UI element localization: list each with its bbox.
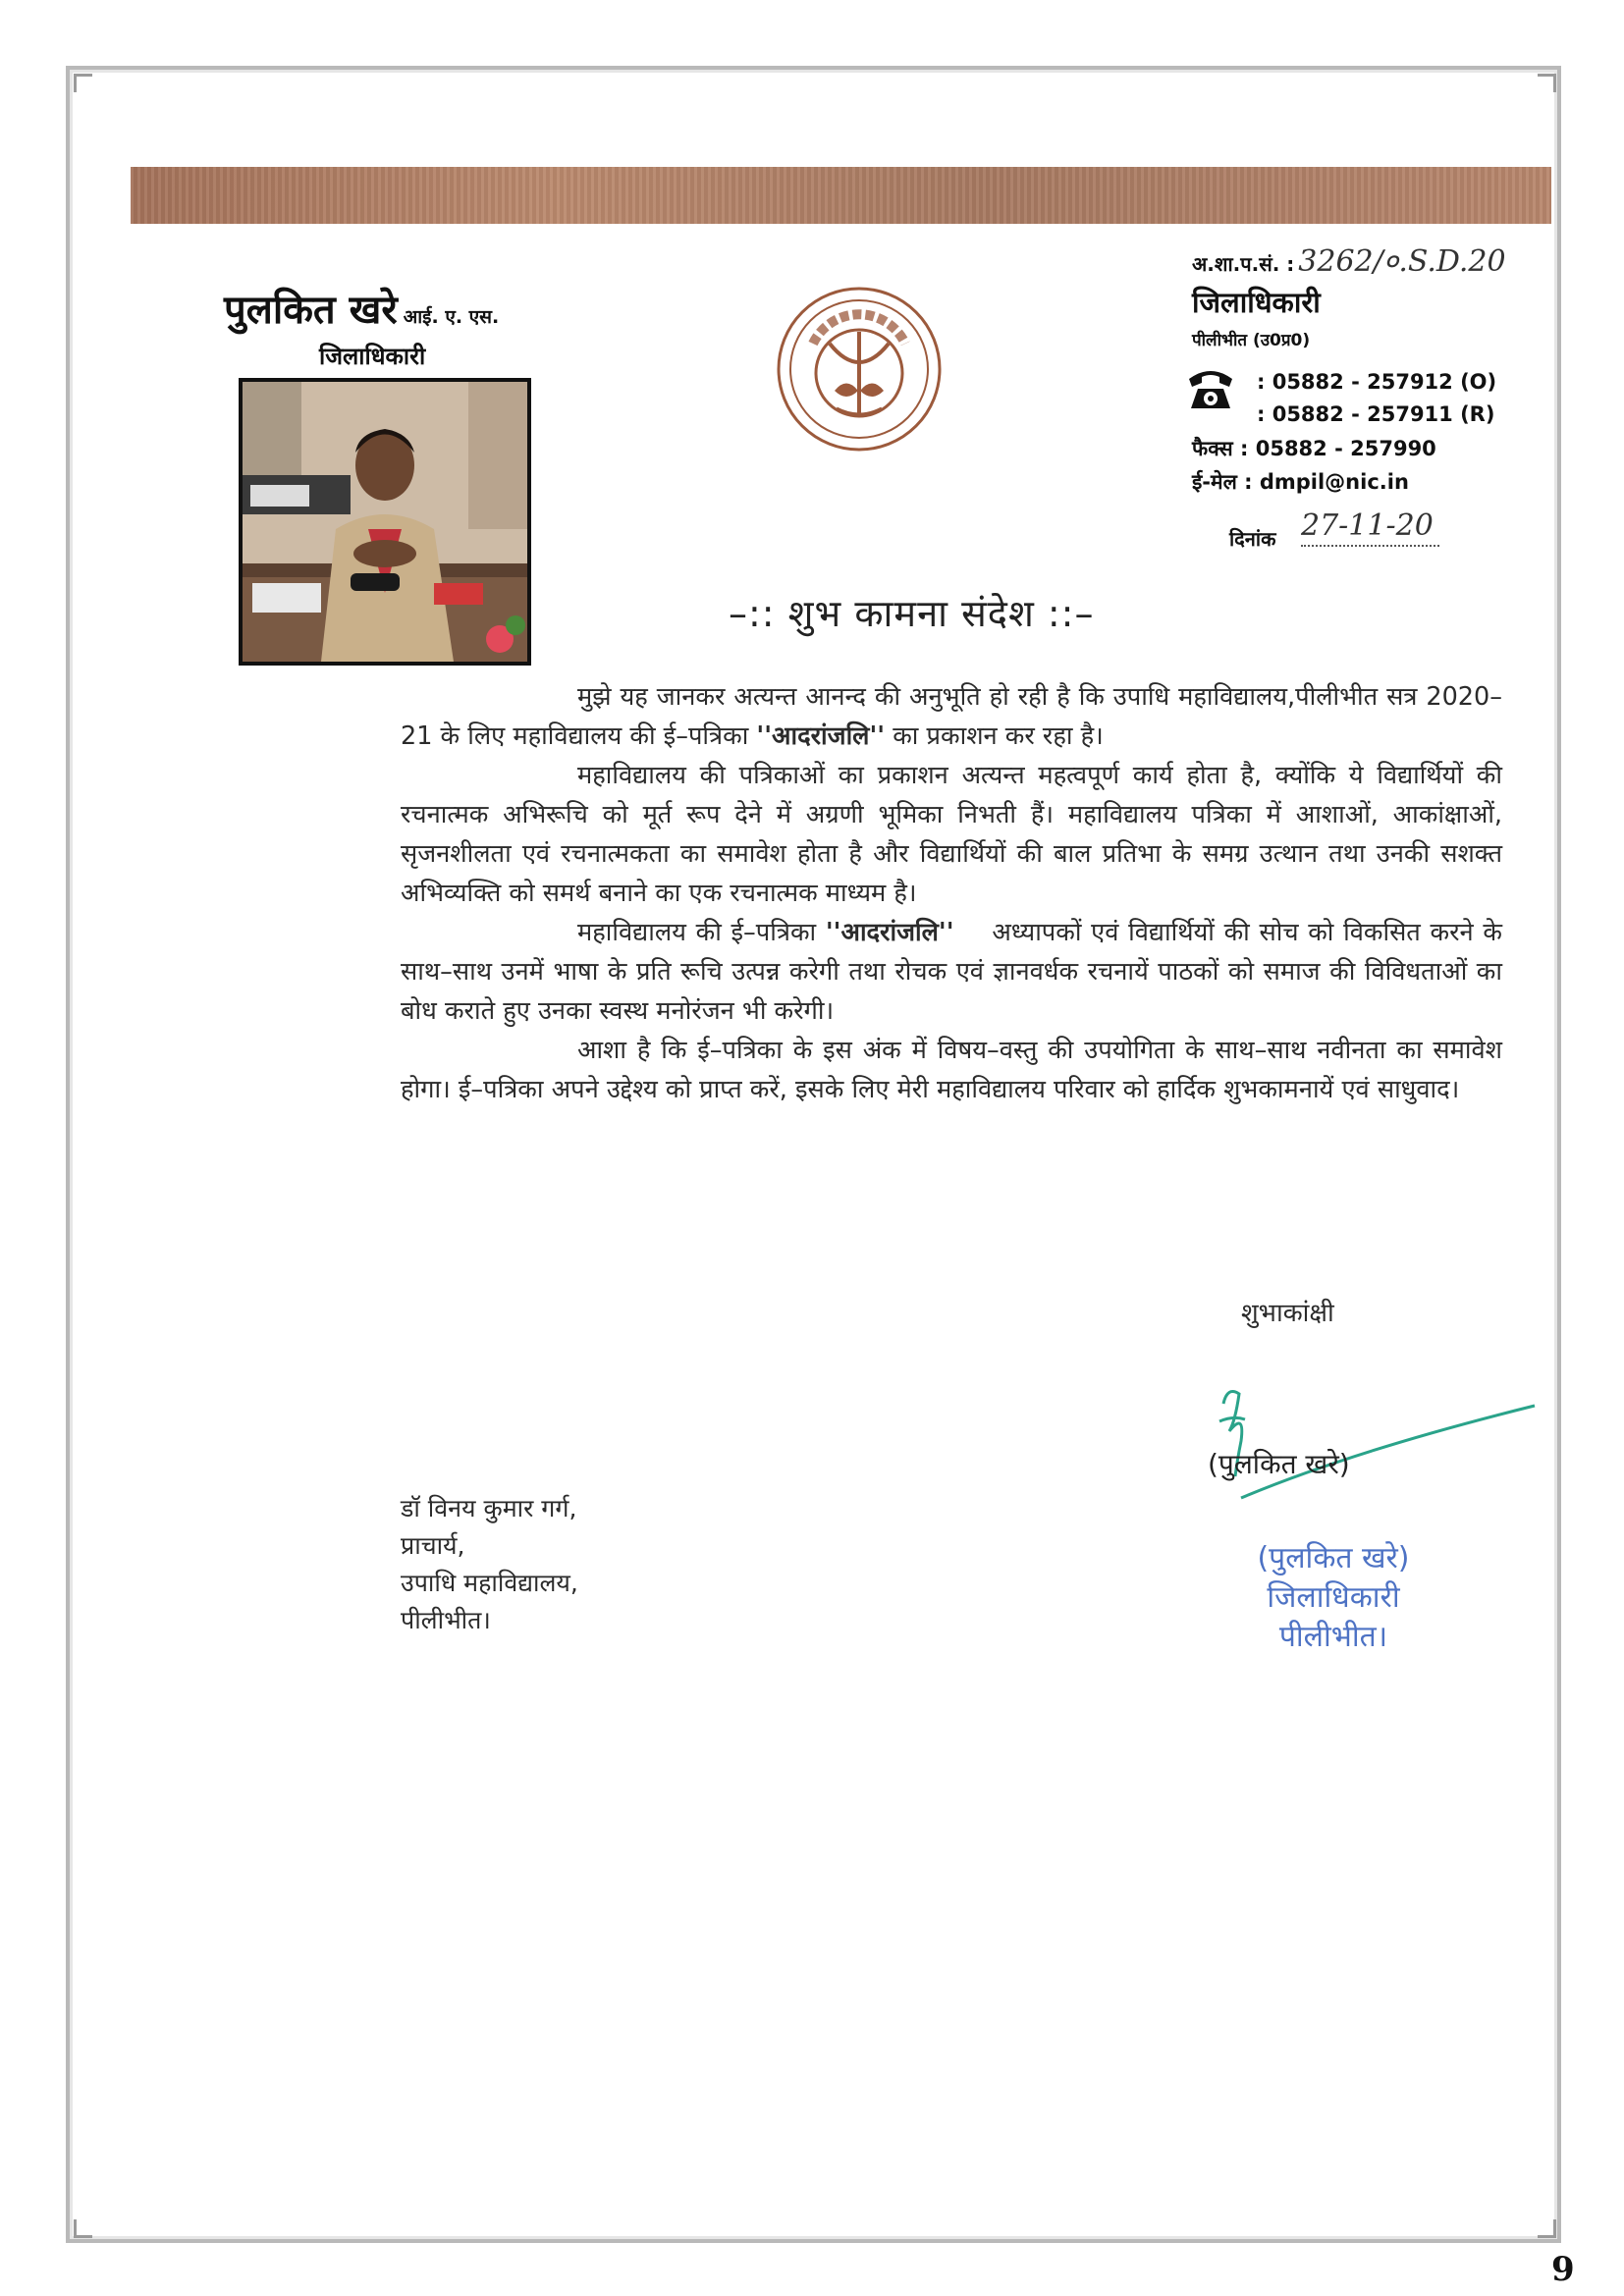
up-govt-emblem xyxy=(776,283,943,455)
border-corner-bottom-right xyxy=(1538,2219,1556,2238)
signatory-name: (पुलकित खरे) xyxy=(1208,1448,1350,1480)
telephone-icon xyxy=(1186,365,1235,412)
stamp-place: पीलीभीत। xyxy=(1278,1620,1388,1654)
phone-office: : 05882 - 257912 (O) xyxy=(1257,370,1497,394)
fax-number: फैक्स : 05882 - 257990 xyxy=(1192,437,1436,460)
email-address: ई-मेल : dmpil@nic.in xyxy=(1192,470,1409,494)
border-corner-top-left xyxy=(74,74,92,92)
officer-suffix: आई. ए. एस. xyxy=(403,306,500,328)
reference-number xyxy=(1192,240,1506,280)
addressee-block xyxy=(401,1490,578,1639)
date-value: 27-11-20 xyxy=(1301,508,1439,547)
photo-illustration xyxy=(243,382,527,662)
official-stamp xyxy=(1225,1539,1441,1657)
addressee-title: प्राचार्य, xyxy=(401,1531,465,1560)
right-designation: जिलाधिकारी xyxy=(1192,286,1321,319)
closing-word: शुभाकांक्षी xyxy=(1241,1299,1334,1328)
paragraph-1-text: मुझे यह जानकर अत्यन्त आनन्द की अनुभूति हो रही है कि उपाधि महाविद्यालय,पीलीभीत सत्र 2020–21 के लिए महाविद्यालय की ई–पत्रिका xyxy=(401,682,1502,751)
paragraph-3-end: अध्यापकों एवं विद्यार्थियों की सोच को विकसित करने के साथ–साथ उनमें भाषा के प्रति रूचि उत्पन्न करेगी तथा रोचक एवं ज्ञानवर्धक रचनायें पाठकों को समाज की विविधताओं का बोध कराते हुए उनका स्वस्थ मनोरंजन भी करेगी। xyxy=(401,918,1502,1026)
magazine-name: ''आदरांजलि'' xyxy=(825,918,954,947)
paragraph-2: महाविद्यालय की पत्रिकाओं का प्रकाशन अत्यन्त महत्वपूर्ण कार्य होता है, क्योंकि ये विद्यार्थियों की रचनात्मक अभिरूचि को मूर्त रूप देने में अग्रणी भूमिका निभती हैं। महाविद्यालय पत्रिका में आशाओं, आकांक्षाओं, सृजनशीलता एवं रचनात्मकता का समावेश होता है और विद्यार्थियों की बाल प्रतिभा के समग्र उत्थान तथा उनकी सशक्त अभिव्यक्ति को समर्थ बनाने का एक रचनात्मक माध्यम है। xyxy=(401,761,1502,908)
officer-name-text: पुलकित खरे xyxy=(224,288,398,333)
left-designation: जिलाधिकारी xyxy=(319,343,426,370)
reference-label: अ.शा.प.सं. : xyxy=(1192,252,1295,276)
paragraph-1 xyxy=(401,677,1502,756)
paragraph-3 xyxy=(401,913,1502,1031)
right-place: पीलीभीत (उ0प्र0) xyxy=(1192,331,1311,350)
addressee-city: पीलीभीत। xyxy=(401,1606,491,1634)
letter-body xyxy=(401,677,1502,1109)
border-corner-bottom-left xyxy=(74,2219,92,2238)
reference-handwritten: 3262/०.S.D.20 xyxy=(1298,244,1506,279)
magazine-name: ''आदरांजलि'' xyxy=(756,721,886,751)
page-number: 9 xyxy=(1551,2250,1575,2289)
letter-heading: –:: शुभ कामना संदेश ::– xyxy=(729,592,1095,635)
border-corner-top-right xyxy=(1538,74,1556,92)
officer-name xyxy=(224,281,499,335)
paragraph-3-start: महाविद्यालय की ई–पत्रिका xyxy=(577,918,817,947)
stamp-name: (पुलकित खरे) xyxy=(1257,1541,1410,1575)
phone-residence: : 05882 - 257911 (R) xyxy=(1257,402,1495,426)
addressee-name: डॉ विनय कुमार गर्ग, xyxy=(401,1494,577,1522)
addressee-college: उपाधि महाविद्यालय, xyxy=(401,1569,578,1597)
officer-photo xyxy=(239,378,531,666)
letterhead-band xyxy=(131,167,1551,224)
paragraph-1-end: का प्रकाशन कर रहा है। xyxy=(893,721,1104,751)
stamp-designation: जिलाधिकारी xyxy=(1267,1580,1400,1615)
paragraph-4: आशा है कि ई–पत्रिका के इस अंक में विषय–वस्तु की उपयोगिता के साथ–साथ नवीनता का समावेश होगा। ई–पत्रिका अपने उद्देश्य को प्राप्त करें, इसके लिए मेरी महाविद्यालय परिवार को हार्दिक शुभकामनायें एवं साधुवाद। xyxy=(401,1036,1502,1104)
date-label: दिनांक xyxy=(1229,527,1276,551)
